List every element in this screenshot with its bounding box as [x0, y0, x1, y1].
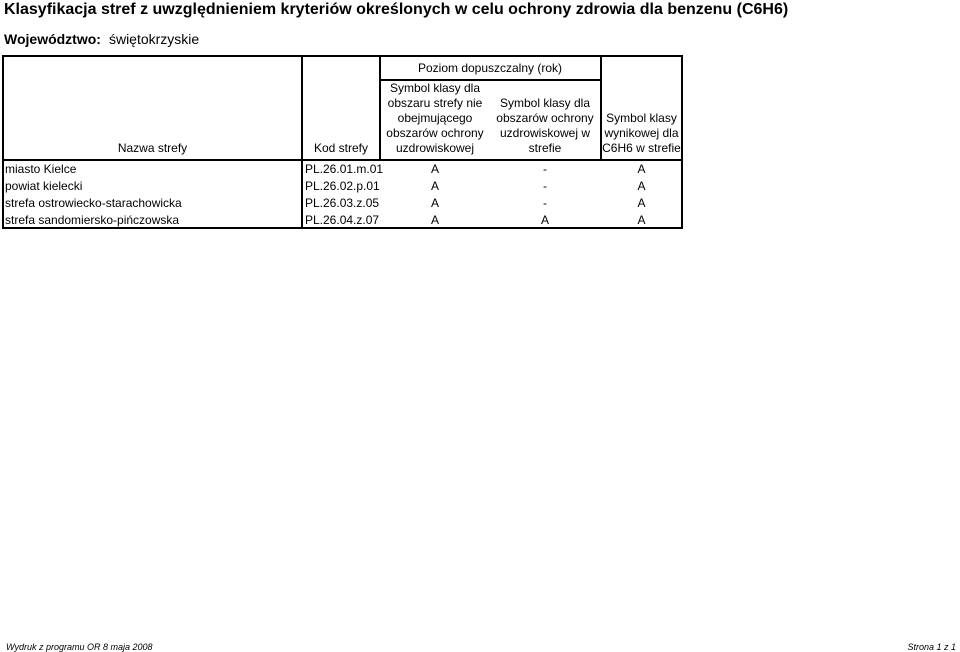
class-non-spa: A — [430, 213, 439, 227]
zone-name: powiat kielecki — [5, 179, 83, 193]
class-non-spa: A — [430, 179, 439, 193]
region-label: Województwo: — [4, 31, 101, 47]
zone-name: strefa sandomiersko-pińczowska — [5, 213, 180, 227]
class-non-spa: A — [430, 196, 439, 210]
header-class-non-spa: Symbol klasy dla obszaru strefy nie obejmującego obszarów ochrony uzdrowiskowej — [386, 81, 484, 155]
header-zone-code: Kod strefy — [313, 141, 369, 155]
class-result: A — [637, 213, 646, 227]
class-result: A — [637, 196, 646, 210]
zone-code: PL.26.04.z.07 — [305, 213, 380, 227]
zone-name: strefa ostrowiecko-starachowicka — [5, 196, 182, 210]
zone-code: PL.26.02.p.01 — [305, 179, 380, 193]
header-zone-name: Nazwa strefy — [117, 141, 188, 155]
class-non-spa: A — [430, 162, 439, 176]
class-result: A — [637, 162, 646, 176]
footer-print-info: Wydruk z programu OR 8 maja 2008 — [6, 642, 153, 652]
region-line — [4, 31, 199, 47]
footer-page-number: Strona 1 z 1 — [907, 642, 956, 652]
class-spa: - — [543, 179, 547, 193]
zone-code: PL.26.01.m.01 — [305, 162, 384, 176]
header-class-spa: Symbol klasy dla obszarów ochrony uzdrowiskowej w strefie — [496, 96, 594, 155]
header-group-level: Poziom dopuszczalny (rok) — [417, 60, 563, 75]
class-spa: - — [543, 196, 547, 210]
class-spa: A — [540, 213, 549, 227]
page-title: Klasyfikacja stref z uwzględnieniem kryteriów określonych w celu ochrony zdrowia dla benzenu (C6H6) — [4, 1, 789, 18]
zone-name: miasto Kielce — [5, 162, 77, 176]
header-class-result: Symbol klasy wynikowej dla C6H6 w strefie — [602, 111, 681, 155]
zone-code: PL.26.03.z.05 — [305, 196, 380, 210]
classification-table — [2, 55, 683, 229]
class-result: A — [637, 179, 646, 193]
region-value: świętokrzyskie — [108, 31, 200, 47]
class-spa: - — [543, 162, 547, 176]
